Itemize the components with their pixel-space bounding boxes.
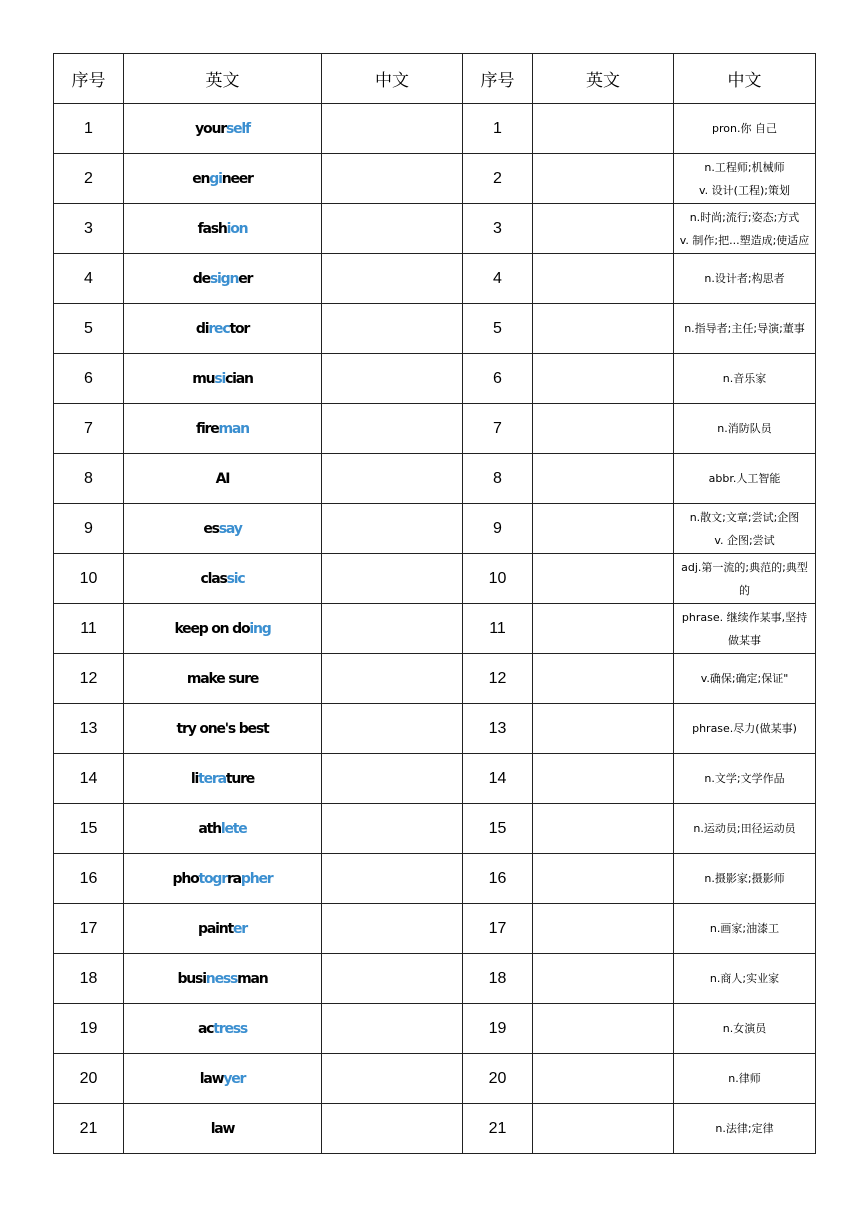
word-segment: neer bbox=[221, 170, 253, 187]
word-segment: es bbox=[203, 520, 219, 537]
word-segment: li bbox=[190, 770, 199, 787]
english-blank-cell bbox=[533, 854, 674, 904]
chinese-meaning bbox=[674, 504, 816, 554]
english-word bbox=[124, 754, 322, 804]
word-segment: man bbox=[237, 970, 268, 987]
table-row bbox=[54, 404, 816, 454]
word-segment-highlight: ing bbox=[249, 620, 271, 637]
english-blank-cell bbox=[533, 804, 674, 854]
row-index: 11 bbox=[54, 604, 124, 654]
header-english: 英文 bbox=[124, 54, 322, 104]
row-index: 17 bbox=[54, 904, 124, 954]
word-segment: busi bbox=[177, 970, 206, 987]
chinese-blank-cell bbox=[322, 154, 463, 204]
chinese-meaning bbox=[674, 854, 816, 904]
row-index: 20 bbox=[54, 1054, 124, 1104]
row-index-2: 15 bbox=[463, 804, 533, 854]
row-index: 8 bbox=[54, 454, 124, 504]
row-index: 6 bbox=[54, 354, 124, 404]
chinese-meaning bbox=[674, 804, 816, 854]
word-segment-highlight: sic bbox=[226, 570, 245, 587]
chinese-meaning bbox=[674, 754, 816, 804]
chinese-meaning bbox=[674, 704, 816, 754]
row-index: 4 bbox=[54, 254, 124, 304]
word-segment: ra bbox=[226, 870, 241, 887]
word-segment: de bbox=[192, 270, 210, 287]
word-segment: law bbox=[199, 1070, 224, 1087]
row-index-2: 9 bbox=[463, 504, 533, 554]
word-segment: AI bbox=[215, 470, 230, 487]
chinese-blank-cell bbox=[322, 1104, 463, 1154]
english-word bbox=[124, 1004, 322, 1054]
meaning-line: v. 制作;把...塑造成;使适应 bbox=[679, 233, 810, 247]
meaning-line: n.商人;实业家 bbox=[709, 972, 780, 985]
row-index-2: 1 bbox=[463, 104, 533, 154]
table-row bbox=[54, 754, 816, 804]
word-segment: di bbox=[195, 320, 209, 337]
chinese-blank-cell bbox=[322, 604, 463, 654]
chinese-blank-cell bbox=[322, 554, 463, 604]
english-blank-cell bbox=[533, 554, 674, 604]
row-index-2: 18 bbox=[463, 954, 533, 1004]
row-index-2: 20 bbox=[463, 1054, 533, 1104]
row-index: 13 bbox=[54, 704, 124, 754]
chinese-meaning bbox=[674, 954, 816, 1004]
table-row bbox=[54, 854, 816, 904]
english-word bbox=[124, 904, 322, 954]
row-index-2: 14 bbox=[463, 754, 533, 804]
english-word bbox=[124, 204, 322, 254]
chinese-blank-cell bbox=[322, 1004, 463, 1054]
word-segment-highlight: si bbox=[214, 370, 226, 387]
english-blank-cell bbox=[533, 254, 674, 304]
english-word bbox=[124, 404, 322, 454]
table-row bbox=[54, 1004, 816, 1054]
table-row bbox=[54, 804, 816, 854]
row-index: 1 bbox=[54, 104, 124, 154]
row-index-2: 13 bbox=[463, 704, 533, 754]
table-row bbox=[54, 454, 816, 504]
word-segment: pho bbox=[172, 870, 199, 887]
row-index: 16 bbox=[54, 854, 124, 904]
word-segment: make sure bbox=[186, 670, 259, 687]
chinese-blank-cell bbox=[322, 1054, 463, 1104]
word-segment-highlight: lete bbox=[220, 820, 247, 837]
chinese-blank-cell bbox=[322, 254, 463, 304]
chinese-meaning bbox=[674, 554, 816, 604]
english-blank-cell bbox=[533, 754, 674, 804]
meaning-line: n.工程师;机械师 bbox=[704, 160, 785, 174]
row-index: 9 bbox=[54, 504, 124, 554]
word-segment-highlight: tress bbox=[213, 1020, 248, 1037]
meaning-line: n.法律;定律 bbox=[715, 1122, 774, 1135]
word-segment: ac bbox=[197, 1020, 214, 1037]
english-blank-cell bbox=[533, 1004, 674, 1054]
row-index-2: 10 bbox=[463, 554, 533, 604]
word-segment: er bbox=[238, 270, 253, 287]
meaning-line: n.画家;油漆工 bbox=[709, 922, 780, 935]
row-index-2: 21 bbox=[463, 1104, 533, 1154]
row-index-2: 16 bbox=[463, 854, 533, 904]
row-index-2: 12 bbox=[463, 654, 533, 704]
meaning-line: 的 bbox=[739, 583, 750, 597]
meaning-line: pron.你 自己 bbox=[712, 122, 777, 135]
row-index: 12 bbox=[54, 654, 124, 704]
meaning-line: adj.第一流的;典范的;典型 bbox=[681, 560, 808, 574]
english-word bbox=[124, 1104, 322, 1154]
chinese-meaning bbox=[674, 904, 816, 954]
word-segment: ture bbox=[225, 770, 255, 787]
word-segment-highlight: ness bbox=[205, 970, 238, 987]
english-word bbox=[124, 304, 322, 354]
meaning-line: n.音乐家 bbox=[722, 372, 767, 385]
chinese-meaning bbox=[674, 1004, 816, 1054]
table-body bbox=[54, 104, 816, 1154]
table-row bbox=[54, 554, 816, 604]
table-row bbox=[54, 654, 816, 704]
english-blank-cell bbox=[533, 1104, 674, 1154]
row-index-2: 19 bbox=[463, 1004, 533, 1054]
word-segment-highlight: yer bbox=[223, 1070, 246, 1087]
english-word bbox=[124, 454, 322, 504]
english-word bbox=[124, 954, 322, 1004]
chinese-blank-cell bbox=[322, 304, 463, 354]
table-row bbox=[54, 154, 816, 204]
table-row bbox=[54, 904, 816, 954]
english-blank-cell bbox=[533, 154, 674, 204]
english-blank-cell bbox=[533, 454, 674, 504]
row-index: 7 bbox=[54, 404, 124, 454]
word-segment: en bbox=[192, 170, 210, 187]
meaning-line: n.女演员 bbox=[722, 1022, 767, 1035]
header-english-2: 英文 bbox=[533, 54, 674, 104]
word-segment: tor bbox=[229, 320, 250, 337]
word-segment: fash bbox=[197, 220, 227, 237]
english-word bbox=[124, 654, 322, 704]
table-row bbox=[54, 1054, 816, 1104]
row-index: 5 bbox=[54, 304, 124, 354]
chinese-blank-cell bbox=[322, 754, 463, 804]
word-segment: fire bbox=[196, 420, 219, 437]
english-word bbox=[124, 154, 322, 204]
english-word bbox=[124, 604, 322, 654]
word-segment-highlight: self bbox=[225, 120, 250, 137]
english-blank-cell bbox=[533, 354, 674, 404]
meaning-line: n.时尚;流行;姿态;方式 bbox=[689, 210, 800, 224]
table-row bbox=[54, 954, 816, 1004]
chinese-blank-cell bbox=[322, 904, 463, 954]
english-word bbox=[124, 254, 322, 304]
chinese-meaning bbox=[674, 404, 816, 454]
row-index: 15 bbox=[54, 804, 124, 854]
row-index-2: 6 bbox=[463, 354, 533, 404]
english-word bbox=[124, 854, 322, 904]
row-index: 19 bbox=[54, 1004, 124, 1054]
word-segment-highlight: togr bbox=[198, 870, 227, 887]
chinese-blank-cell bbox=[322, 654, 463, 704]
meaning-line: n.指导者;主任;导演;董事 bbox=[684, 322, 805, 335]
word-segment-highlight: sign bbox=[209, 270, 239, 287]
english-word bbox=[124, 504, 322, 554]
chinese-blank-cell bbox=[322, 204, 463, 254]
table-row bbox=[54, 354, 816, 404]
table-row bbox=[54, 1104, 816, 1154]
row-index-2: 5 bbox=[463, 304, 533, 354]
row-index-2: 17 bbox=[463, 904, 533, 954]
chinese-blank-cell bbox=[322, 404, 463, 454]
table-row bbox=[54, 504, 816, 554]
word-segment: clas bbox=[200, 570, 227, 587]
row-index-2: 2 bbox=[463, 154, 533, 204]
word-segment: law bbox=[210, 1120, 235, 1137]
word-segment-highlight: say bbox=[218, 520, 242, 537]
chinese-blank-cell bbox=[322, 954, 463, 1004]
header-row bbox=[54, 54, 816, 104]
english-blank-cell bbox=[533, 904, 674, 954]
word-segment: mu bbox=[192, 370, 215, 387]
row-index: 10 bbox=[54, 554, 124, 604]
word-segment: keep on do bbox=[174, 620, 250, 637]
vocabulary-table bbox=[53, 53, 816, 1154]
chinese-meaning bbox=[674, 354, 816, 404]
table-row bbox=[54, 304, 816, 354]
chinese-blank-cell bbox=[322, 104, 463, 154]
word-segment-highlight: er bbox=[232, 920, 247, 937]
meaning-line: v.确保;确定;保证" bbox=[700, 672, 789, 685]
row-index-2: 11 bbox=[463, 604, 533, 654]
row-index-2: 7 bbox=[463, 404, 533, 454]
english-blank-cell bbox=[533, 1054, 674, 1104]
word-segment: try one's best bbox=[176, 720, 269, 737]
table-row bbox=[54, 254, 816, 304]
chinese-meaning bbox=[674, 104, 816, 154]
chinese-blank-cell bbox=[322, 354, 463, 404]
chinese-meaning bbox=[674, 1104, 816, 1154]
english-word bbox=[124, 704, 322, 754]
english-word bbox=[124, 804, 322, 854]
meaning-line: n.律师 bbox=[728, 1072, 761, 1085]
row-index: 2 bbox=[54, 154, 124, 204]
header-chinese-2: 中文 bbox=[674, 54, 816, 104]
chinese-blank-cell bbox=[322, 454, 463, 504]
row-index: 3 bbox=[54, 204, 124, 254]
english-word bbox=[124, 554, 322, 604]
english-word bbox=[124, 104, 322, 154]
chinese-meaning bbox=[674, 204, 816, 254]
meaning-line: 做某事 bbox=[728, 633, 761, 647]
word-segment: cian bbox=[225, 370, 253, 387]
chinese-meaning bbox=[674, 1054, 816, 1104]
chinese-meaning bbox=[674, 654, 816, 704]
header-index: 序号 bbox=[54, 54, 124, 104]
chinese-meaning bbox=[674, 304, 816, 354]
english-blank-cell bbox=[533, 104, 674, 154]
english-word bbox=[124, 1054, 322, 1104]
row-index: 21 bbox=[54, 1104, 124, 1154]
word-segment-highlight: pher bbox=[240, 870, 273, 887]
meaning-line: n.文学;文学作品 bbox=[704, 772, 785, 785]
chinese-meaning bbox=[674, 254, 816, 304]
chinese-blank-cell bbox=[322, 804, 463, 854]
chinese-blank-cell bbox=[322, 504, 463, 554]
meaning-line: n.运动员;田径运动员 bbox=[693, 822, 796, 835]
table-row bbox=[54, 204, 816, 254]
meaning-line: phrase. 继续作某事,坚持 bbox=[681, 610, 808, 624]
meaning-line: n.摄影家;摄影师 bbox=[704, 872, 785, 885]
header-index-2: 序号 bbox=[463, 54, 533, 104]
chinese-blank-cell bbox=[322, 854, 463, 904]
header-chinese: 中文 bbox=[322, 54, 463, 104]
english-blank-cell bbox=[533, 204, 674, 254]
word-segment: your bbox=[195, 120, 226, 137]
word-segment-highlight: gi bbox=[209, 170, 222, 187]
word-segment-highlight: rec bbox=[208, 320, 230, 337]
meaning-line: n.消防队员 bbox=[717, 422, 772, 435]
english-blank-cell bbox=[533, 604, 674, 654]
word-segment-highlight: man bbox=[218, 420, 249, 437]
english-blank-cell bbox=[533, 404, 674, 454]
table-row bbox=[54, 604, 816, 654]
meaning-line: phrase.尽力(做某事) bbox=[692, 722, 797, 735]
meaning-line: abbr.人工智能 bbox=[708, 472, 781, 485]
table-row bbox=[54, 704, 816, 754]
english-blank-cell bbox=[533, 304, 674, 354]
meaning-line: n.设计者;构思者 bbox=[704, 272, 785, 285]
english-blank-cell bbox=[533, 704, 674, 754]
chinese-meaning bbox=[674, 154, 816, 204]
row-index: 14 bbox=[54, 754, 124, 804]
row-index-2: 8 bbox=[463, 454, 533, 504]
english-word bbox=[124, 354, 322, 404]
chinese-meaning bbox=[674, 604, 816, 654]
row-index-2: 4 bbox=[463, 254, 533, 304]
meaning-line: v. 设计(工程);策划 bbox=[699, 183, 790, 197]
word-segment-highlight: tera bbox=[198, 770, 226, 787]
chinese-blank-cell bbox=[322, 704, 463, 754]
row-index-2: 3 bbox=[463, 204, 533, 254]
english-blank-cell bbox=[533, 954, 674, 1004]
row-index: 18 bbox=[54, 954, 124, 1004]
meaning-line: n.散文;文章;尝试;企图 bbox=[689, 510, 800, 524]
word-segment-highlight: ion bbox=[226, 220, 248, 237]
english-blank-cell bbox=[533, 654, 674, 704]
meaning-line: v. 企图;尝试 bbox=[714, 533, 775, 547]
word-segment: ath bbox=[198, 820, 221, 837]
word-segment: paint bbox=[198, 920, 233, 937]
table-row bbox=[54, 104, 816, 154]
chinese-meaning bbox=[674, 454, 816, 504]
english-blank-cell bbox=[533, 504, 674, 554]
